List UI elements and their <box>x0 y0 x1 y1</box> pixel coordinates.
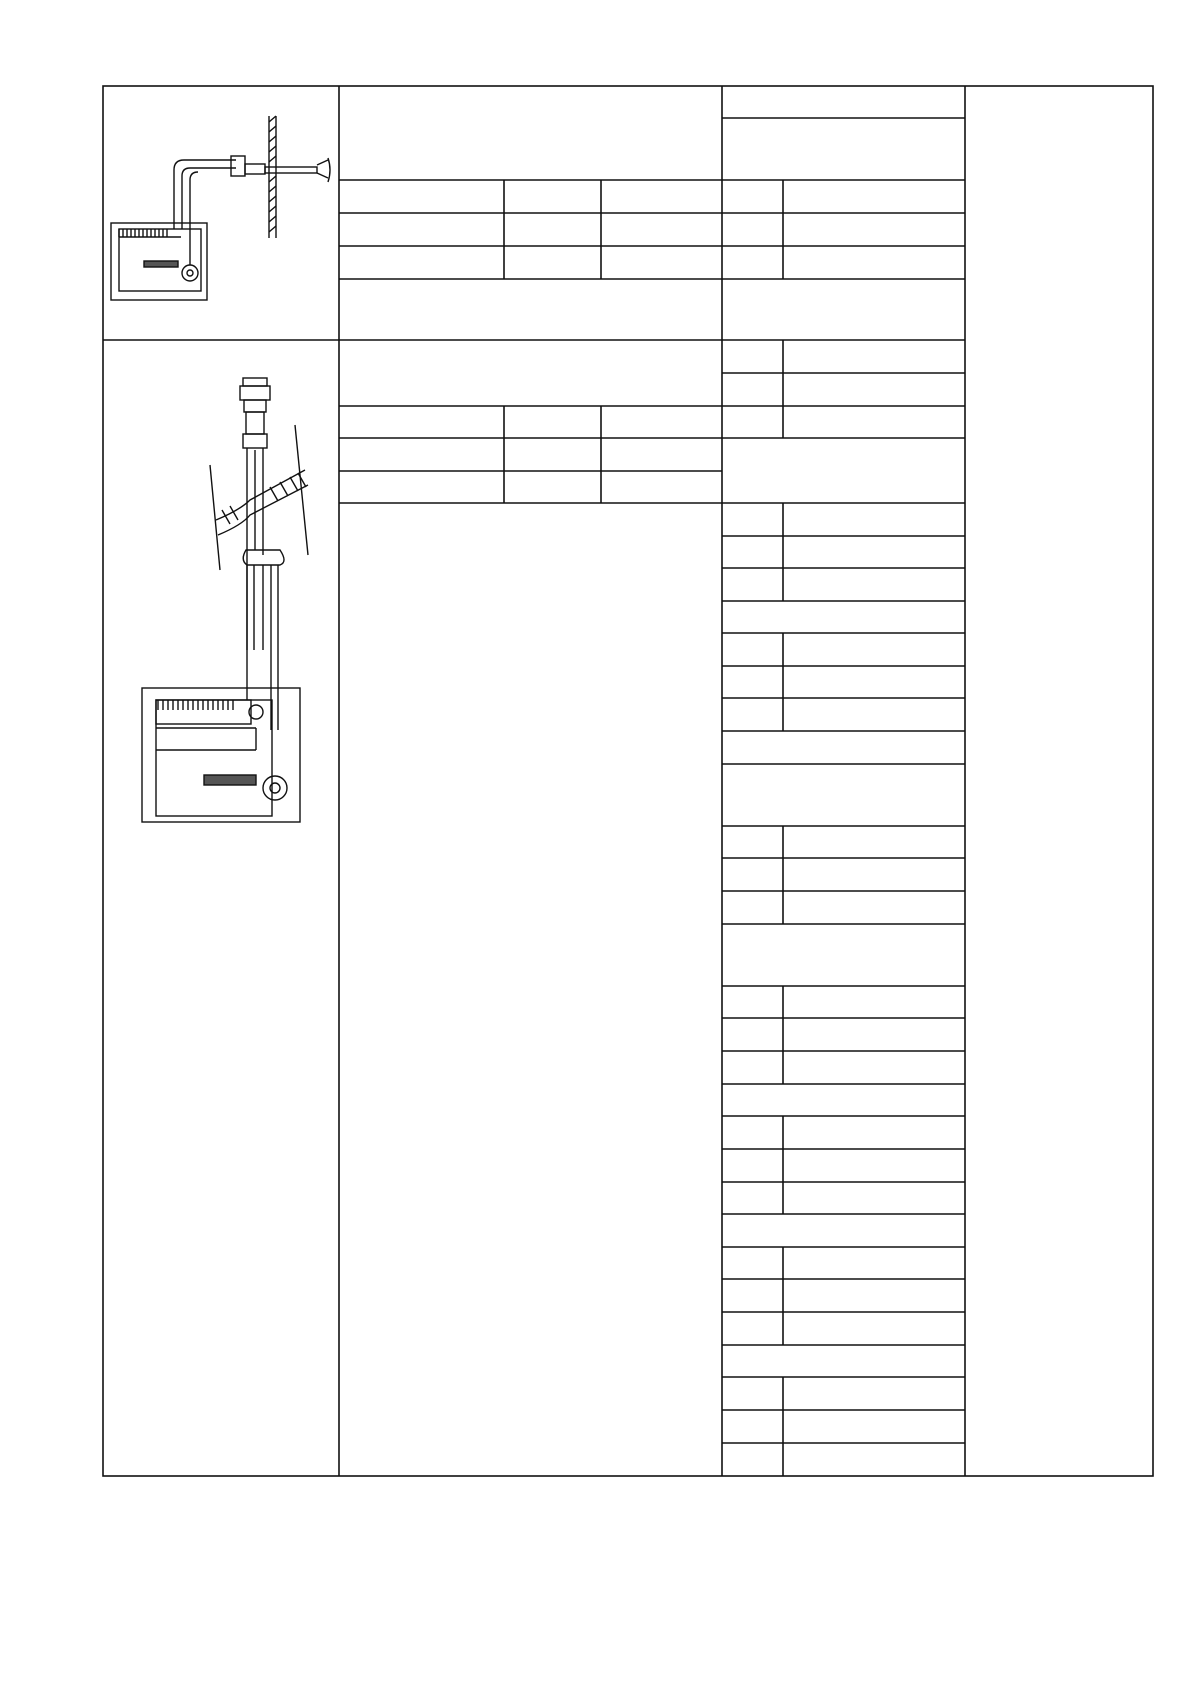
boiler-inner <box>119 229 201 291</box>
terminal-cap <box>243 378 267 386</box>
burner <box>204 775 256 785</box>
boiler-inner <box>156 700 272 816</box>
fan-icon <box>263 776 287 800</box>
vertical-flue-through-roof-diagram <box>130 370 330 840</box>
fan-icon <box>182 265 198 281</box>
horizontal-flue-through-wall-diagram <box>106 110 336 310</box>
boiler-casing <box>142 688 300 822</box>
burner <box>144 261 178 267</box>
